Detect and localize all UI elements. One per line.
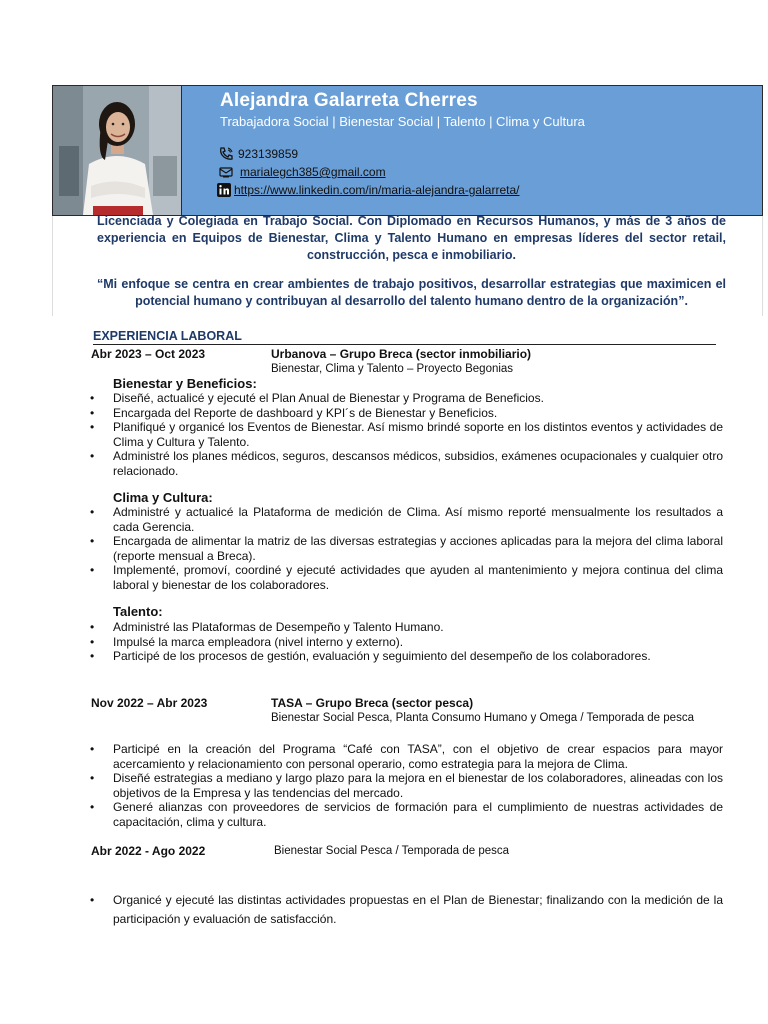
linkedin-link[interactable]: https://www.linkedin.com/in/maria-alejandra-galarreta/	[234, 183, 520, 197]
linkedin-row	[218, 182, 519, 198]
list-item: • Encargada del Reporte de dashboard y KPI´s de Bienestar y Beneficios.	[90, 406, 723, 421]
job3-dates: Abr 2022 - Ago 2022	[91, 844, 206, 858]
list-item: • Generé alianzas con proveedores de servicios de formación para el cumplimiento de nuestras actividades de capacitación, clima y cultura.	[90, 800, 723, 829]
list-item: • Planifiqué y organicé los Eventos de Bienestar. Así mismo brindé soporte en los distintos eventos y actividades de Clima y Cultura y Talento.	[90, 420, 723, 449]
job1-section-title: Talento:	[113, 604, 163, 619]
phone-row	[218, 146, 298, 162]
job1-clima-list	[90, 505, 723, 592]
list-item: • Organicé y ejecuté las distintas actividades propuestas en el Plan de Bienestar; finalizando con la medición de la participación y evaluación de satisfacción.	[90, 891, 723, 929]
list-item: • Diseñé, actualicé y ejecuté el Plan Anual de Bienestar y Programa de Beneficios.	[90, 391, 723, 406]
job2-list	[90, 742, 723, 829]
profile-photo	[53, 86, 182, 215]
linkedin-icon	[216, 182, 232, 198]
email-icon	[218, 164, 234, 180]
header-band	[52, 85, 763, 216]
job3-list	[90, 891, 723, 929]
summary-paragraph: Licenciada y Colegiada en Trabajo Social. Con Diplomado en Recursos Humanos, y más de 3 años de experiencia en Equipos de Bienestar, Clima y Talento Humano en empresas líderes del sector retail, construcción, pesca e inmobiliario.	[97, 214, 726, 262]
job1-bienestar-list	[90, 391, 723, 478]
phone-icon	[218, 146, 234, 162]
profile-summary	[52, 216, 763, 316]
email-link[interactable]: marialegch385@gmail.com	[240, 165, 386, 179]
list-item: • Encargada de alimentar la matriz de las diversas estrategias y acciones aplicadas para la mejora del clima laboral (reporte mensual a Breca).	[90, 534, 723, 563]
phone-number: 923139859	[238, 147, 299, 161]
job1-dates: Abr 2023 – Oct 2023	[91, 347, 206, 361]
list-item: • Administré y actualicé la Plataforma de medición de Clima. Así mismo reporté mensualmente los resultados a cada Gerencia.	[90, 505, 723, 534]
list-item: • Diseñé estrategias a mediano y largo plazo para la mejora en el bienestar de los colaboradores, alineadas con los objetivos de la Empresa y las tendencias del mercado.	[90, 771, 723, 800]
email-row	[218, 164, 386, 180]
section-title-experience: EXPERIENCIA LABORAL	[93, 328, 716, 345]
job1-section-title: Clima y Cultura:	[113, 490, 213, 505]
list-item: • Participé en la creación del Programa “Café con TASA”, con el objetivo de crear espacios para mayor acercamiento y relacionamiento con personal operario, como estrategia para la mejora de Clima.	[90, 742, 723, 771]
candidate-tagline: Trabajadora Social | Bienestar Social | Talento | Clima y Cultura	[220, 114, 585, 129]
job1-company: Urbanova – Grupo Breca (sector inmobiliario)	[271, 347, 532, 361]
list-item: • Implementé, promoví, coordiné y ejecuté actividades que ayuden al mantenimiento y mejora continua del clima laboral y bienestar de los colaboradores.	[90, 563, 723, 592]
summary-quote: “Mi enfoque se centra en crear ambientes de trabajo positivos, desarrollar estrategias que maximicen el potencial humano y contribuyan al desarrollo del talento humano dentro de la organización”.	[97, 277, 726, 308]
job2-company: TASA – Grupo Breca (sector pesca)	[271, 696, 474, 710]
job3-area: Bienestar Social Pesca / Temporada de pesca	[274, 845, 510, 857]
list-item: • Administré los planes médicos, seguros, descansos médicos, subsidios, exámenes ocupacionales y cualquier otro relacionado.	[90, 449, 723, 478]
list-item: • Impulsé la marca empleadora (nivel interno y externo).	[90, 635, 723, 650]
list-item: • Participé de los procesos de gestión, evaluación y seguimiento del desempeño de los colaboradores.	[90, 649, 723, 664]
candidate-name: Alejandra Galarreta Cherres	[220, 90, 478, 111]
job2-dates: Nov 2022 – Abr 2023	[91, 696, 208, 710]
job2-area: Bienestar Social Pesca, Planta Consumo Humano y Omega / Temporada de pesca	[271, 712, 694, 724]
job1-section-title: Bienestar y Beneficios:	[113, 376, 257, 391]
list-item: • Administré las Plataformas de Desempeño y Talento Humano.	[90, 620, 723, 635]
job1-area: Bienestar, Clima y Talento – Proyecto Begonias	[271, 363, 514, 375]
job1-talento-list	[90, 620, 723, 664]
